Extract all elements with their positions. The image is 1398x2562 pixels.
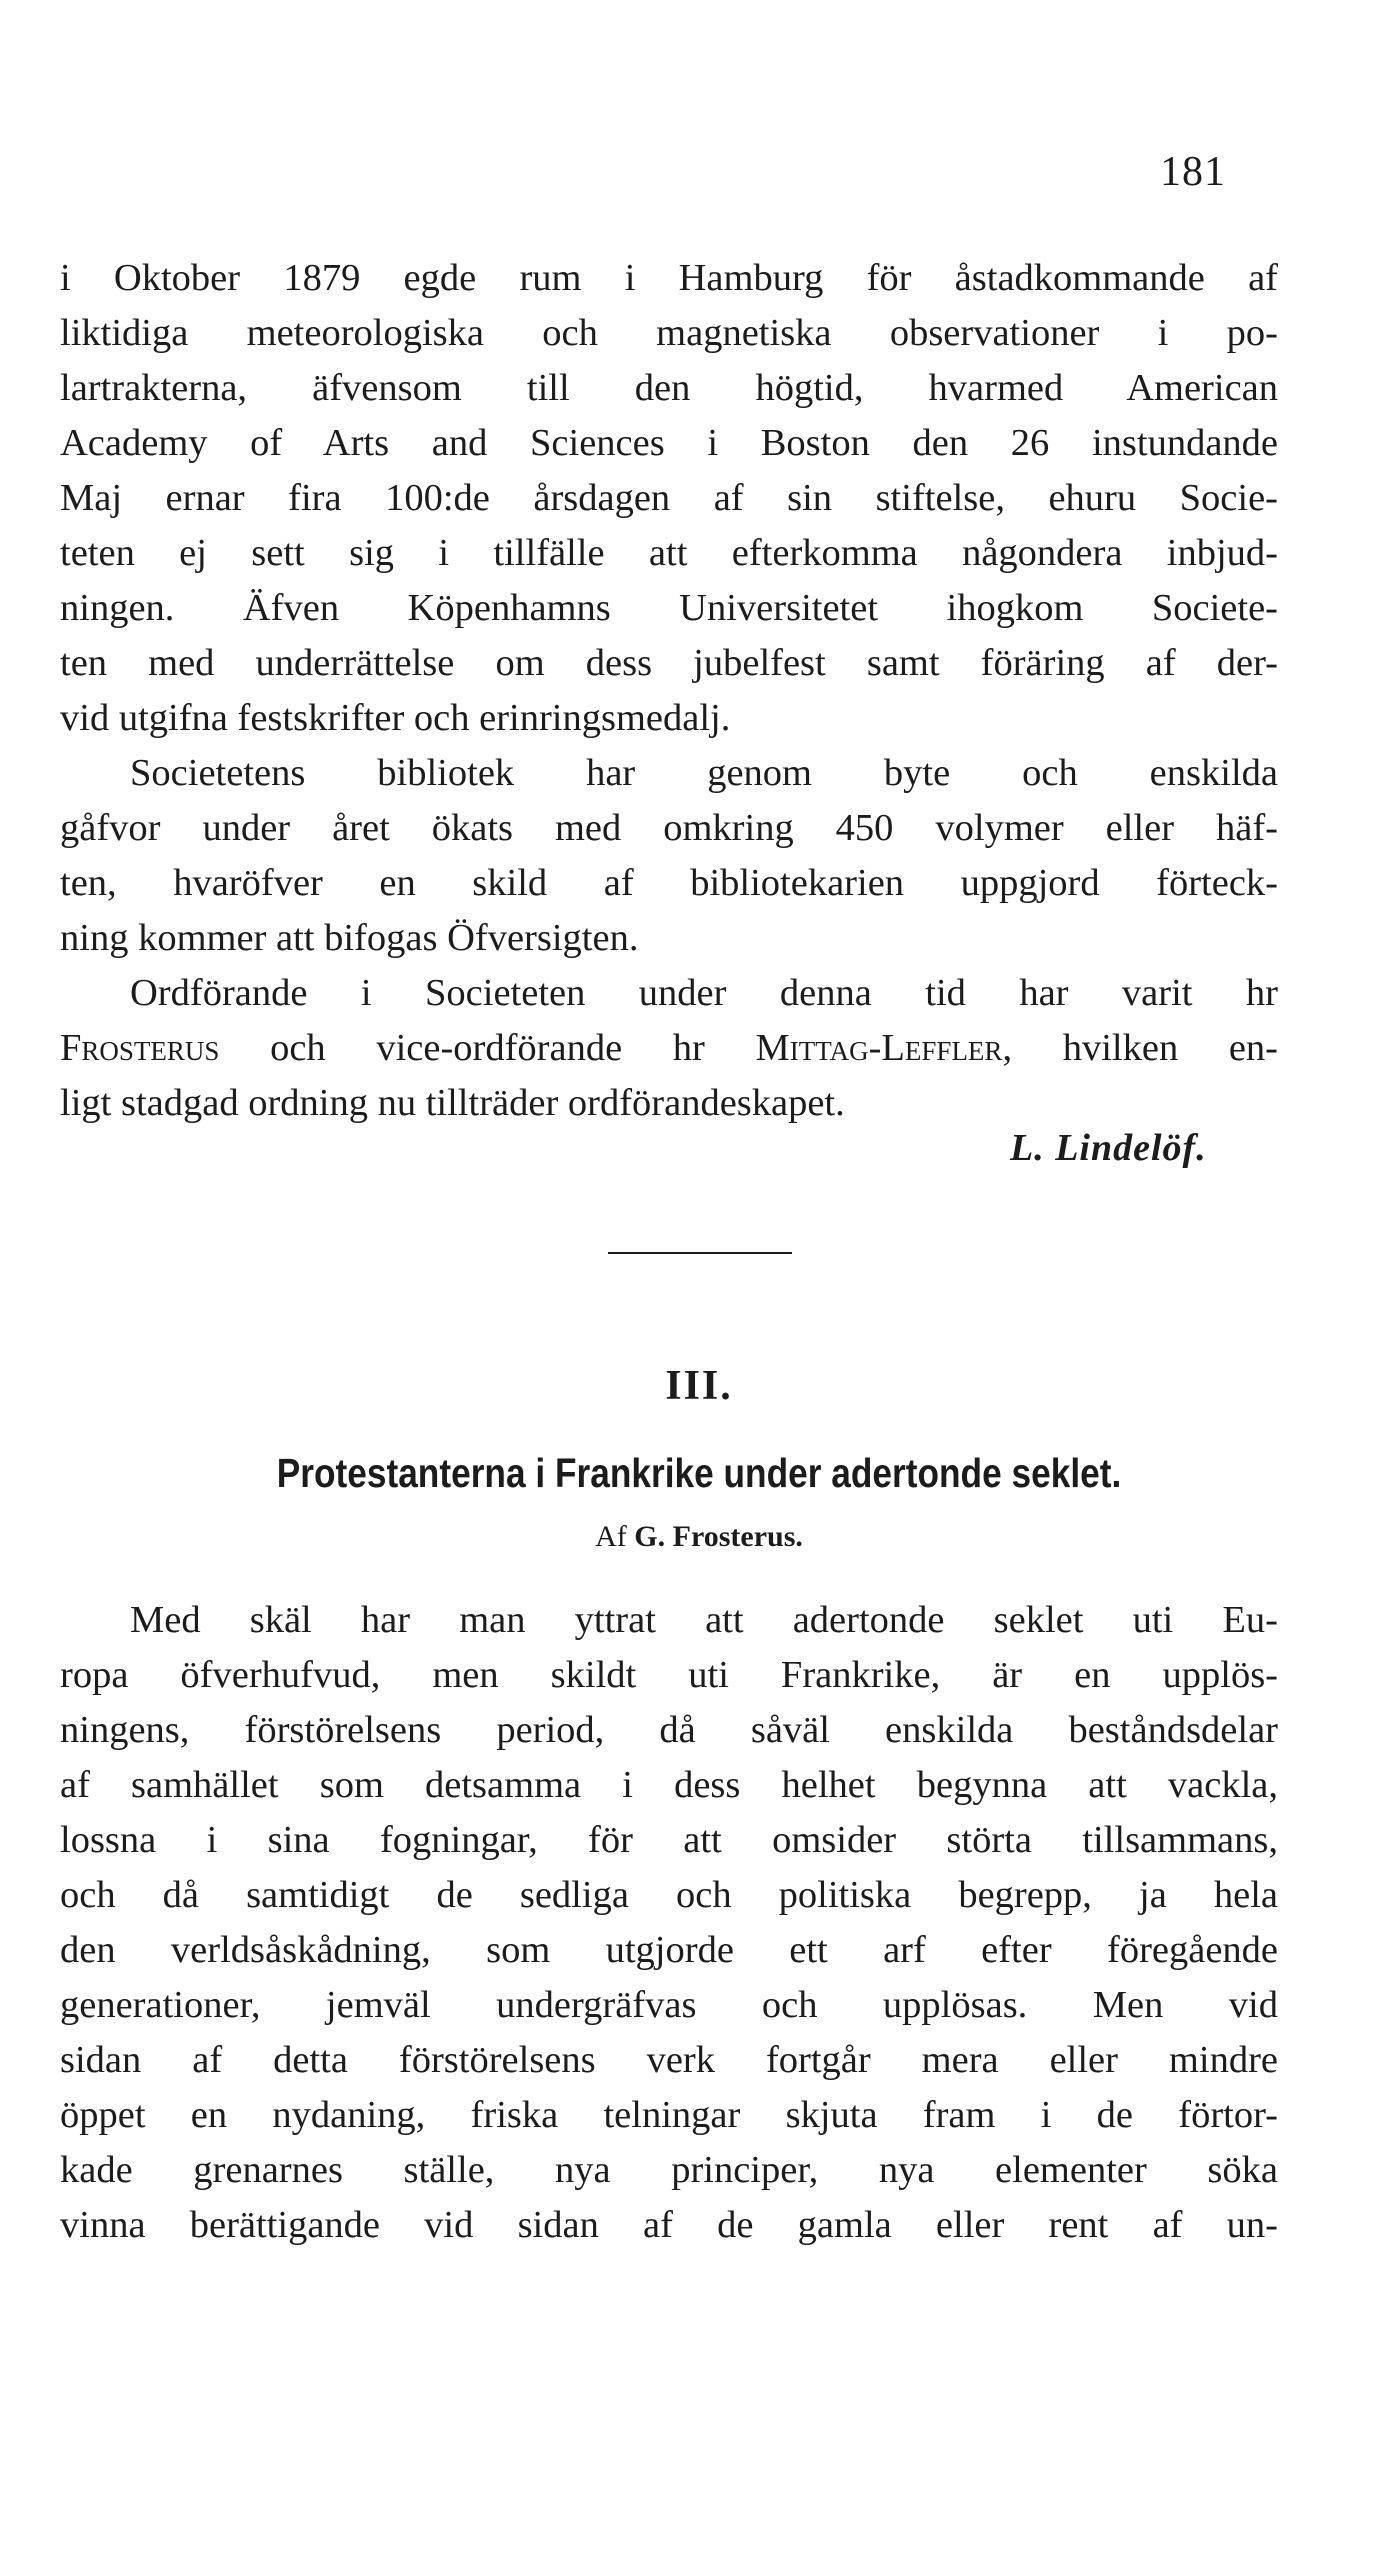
text-block-article	[60, 1593, 1278, 2253]
article-title: Protestanterna i Frankrike under adertonde seklet.	[276, 1450, 1122, 1496]
text-block-top	[60, 251, 1278, 1131]
text-line: i Oktober 1879 egde rum i Hamburg för åstadkommande af	[60, 257, 1278, 299]
text-line: ning kommer att bifogas Öfversigten.	[60, 917, 639, 959]
text-line: öppet en nydaning, friska telningar skjuta fram i de förtor-	[60, 2094, 1278, 2136]
byline-prefix: Af	[595, 1520, 627, 1553]
text-line: ligt stadgad ordning nu tillträder ordförandeskapet.	[60, 1082, 845, 1124]
text-line: ten, hvaröfver en skild af bibliotekarien uppgjord förteck-	[60, 862, 1278, 904]
name-frosterus: Frosterus	[60, 1027, 220, 1069]
text-line: liktidiga meteorologiska och magnetiska observationer i po-	[60, 312, 1278, 354]
text-line: gåfvor under året ökats med omkring 450 volymer eller häf-	[60, 807, 1278, 849]
text-line-names	[60, 1021, 1278, 1076]
text-line: teten ej sett sig i tillfälle att efterkomma någondera inbjud-	[60, 532, 1278, 574]
text-line: ningen. Äfven Köpenhamns Universitetet ihogkom Societe-	[60, 587, 1278, 629]
section-divider	[608, 1252, 792, 1254]
text-line: sidan af detta förstörelsens verk fortgår mera eller mindre	[60, 2039, 1278, 2081]
name-mittag-leffler: Mittag-Leffler	[755, 1027, 1003, 1069]
text-line: vid utgifna festskrifter och erinringsmedalj.	[60, 697, 731, 739]
text-fragment: , hvilken en-	[1002, 1027, 1278, 1069]
signature: L. Lindelöf.	[1010, 1127, 1207, 1169]
byline-author: G. Frosterus.	[634, 1520, 803, 1553]
page-number: 181	[1160, 149, 1226, 195]
text-line: ningens, förstörelsens period, då såväl enskilda beståndsdelar	[60, 1709, 1278, 1751]
text-line: den verldsåskådning, som utgjorde ett arf efter föregående	[60, 1929, 1278, 1971]
text-line: generationer, jemväl undergräfvas och upplösas. Men vid	[60, 1984, 1278, 2026]
text-line: Societetens bibliotek har genom byte och enskilda	[130, 752, 1278, 794]
text-fragment: och vice-ordförande hr	[219, 1027, 756, 1069]
text-line: kade grenarnes ställe, nya principer, nya elementer söka	[60, 2149, 1278, 2191]
text-line: Maj ernar fira 100:de årsdagen af sin stiftelse, ehuru Socie-	[60, 477, 1278, 519]
text-line: Med skäl har man yttrat att adertonde seklet uti Eu-	[130, 1599, 1278, 1641]
text-line: Ordförande i Societeten under denna tid har varit hr	[130, 972, 1278, 1014]
text-line: ten med underrättelse om dess jubelfest samt föräring af der-	[60, 642, 1278, 684]
text-line: lossna i sina fogningar, för att omsider störta tillsammans,	[60, 1819, 1278, 1861]
text-line: vinna berättigande vid sidan af de gamla eller rent af un-	[60, 2204, 1278, 2246]
text-line: ropa öfverhufvud, men skildt uti Frankrike, är en upplös-	[60, 1654, 1278, 1696]
section-number: III.	[665, 1363, 733, 1409]
text-line: och då samtidigt de sedliga och politiska begrepp, ja hela	[60, 1874, 1278, 1916]
text-line: lartrakterna, äfvensom till den högtid, hvarmed American	[60, 367, 1278, 409]
text-line: af samhället som detsamma i dess helhet begynna att vackla,	[60, 1764, 1278, 1806]
text-line: Academy of Arts and Sciences i Boston den 26 instundande	[60, 422, 1278, 464]
byline	[0, 1520, 1398, 1554]
